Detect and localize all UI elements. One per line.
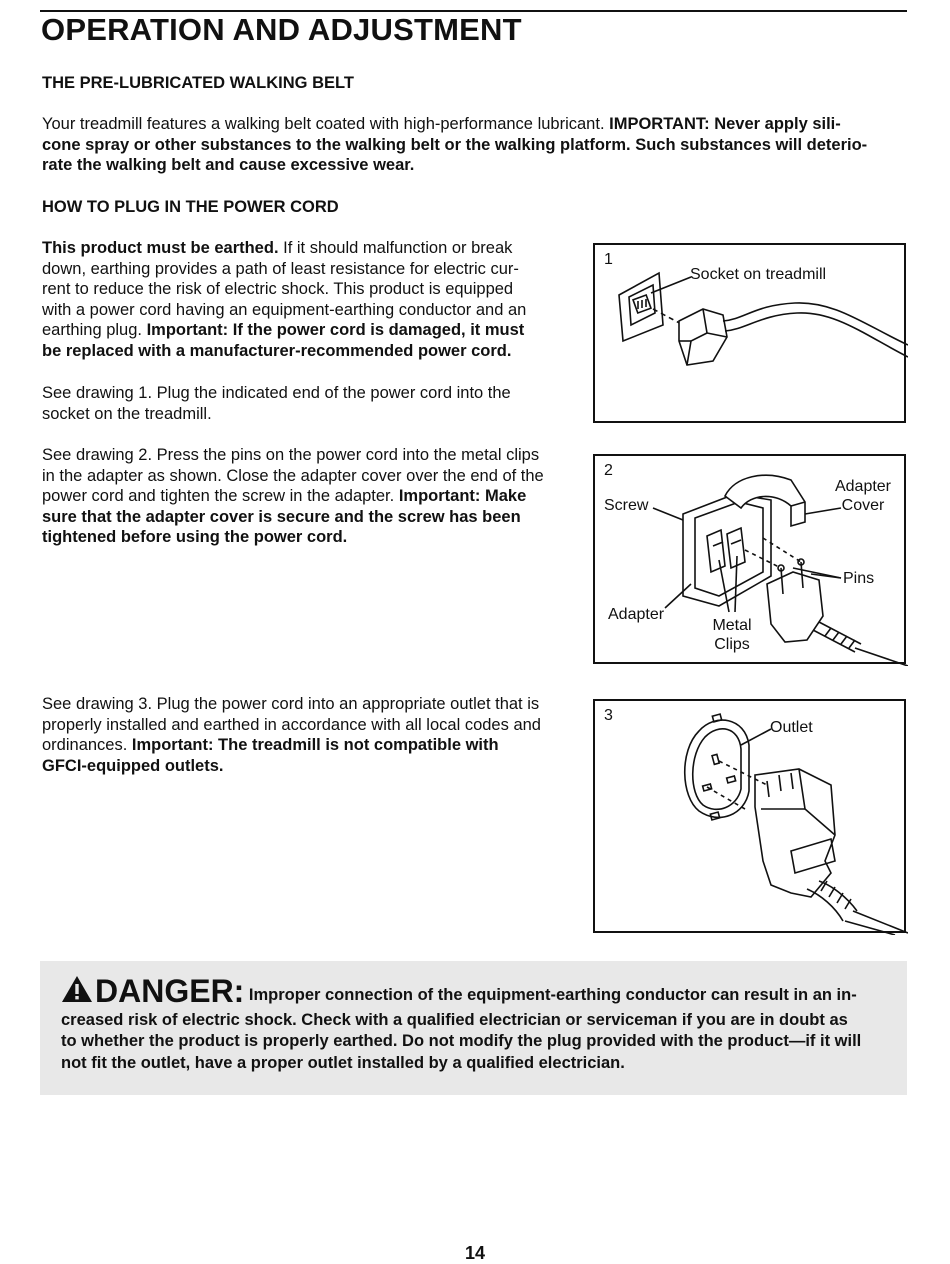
danger-line3: to whether the product is properly earthed. Do not modify the plug provided with the product—if it will bbox=[61, 1032, 862, 1050]
drawing2-paragraph bbox=[42, 445, 582, 548]
belt-heading: THE PRE-LUBRICATED WALKING BELT bbox=[42, 74, 354, 92]
belt-text-line2: cone spray or other substances to the walking belt or the walking platform. Such substances will deterio- bbox=[42, 135, 868, 154]
label-adapter-cover-line1: Adapter bbox=[834, 478, 892, 495]
label-metal-clips-line2: Clips bbox=[714, 636, 750, 653]
figure-2 bbox=[593, 454, 906, 664]
drawing3-line3: ordinances. bbox=[42, 736, 132, 755]
drawing2-line4: sure that the adapter cover is secure and the screw has been bbox=[42, 507, 521, 526]
label-socket-on-treadmill: Socket on treadmill bbox=[690, 266, 827, 283]
drawing3-line1: See drawing 3. Plug the power cord into an appropriate outlet that is bbox=[42, 695, 540, 713]
label-outlet: Outlet bbox=[770, 719, 813, 736]
danger-text bbox=[61, 975, 887, 1074]
label-metal-clips bbox=[709, 616, 755, 654]
earthing-line1: If it should malfunction or break bbox=[278, 239, 513, 257]
belt-text-line3: rate the walking belt and cause excessive wear. bbox=[42, 156, 415, 175]
drawing2-line2: in the adapter as shown. Close the adapter cover over the end of the bbox=[42, 466, 544, 485]
belt-text-important: IMPORTANT: Never apply sili- bbox=[609, 115, 841, 133]
label-adapter-cover-line2: Cover bbox=[841, 497, 885, 514]
drawing2-important: Important: Make bbox=[398, 487, 527, 506]
label-screw: Screw bbox=[604, 497, 649, 514]
earthing-important: Important: If the power cord is damaged, it must bbox=[146, 321, 525, 340]
drawing3-line2: properly installed and earthed in accordance with all local codes and bbox=[42, 715, 541, 734]
drawing2-line3: power cord and tighten the screw in the adapter. bbox=[42, 487, 399, 506]
page-number: 14 bbox=[464, 1243, 486, 1263]
danger-word: DANGER: bbox=[95, 973, 245, 1009]
label-adapter: Adapter bbox=[608, 606, 665, 623]
drawing1-line2: socket on the treadmill. bbox=[42, 404, 212, 423]
figure-2-number: 2 bbox=[604, 462, 613, 479]
drawing1-line1: See drawing 1. Plug the indicated end of the power cord into the bbox=[42, 384, 511, 402]
danger-line1: Improper connection of the equipment-earthing conductor can result in an in- bbox=[244, 986, 857, 1004]
figure-1 bbox=[593, 243, 906, 423]
label-adapter-cover bbox=[831, 477, 895, 515]
drawing1-paragraph bbox=[42, 383, 577, 424]
power-heading: HOW TO PLUG IN THE POWER CORD bbox=[42, 198, 339, 216]
earthing-line5: earthing plug. bbox=[42, 321, 147, 340]
figure-3-number: 3 bbox=[604, 707, 613, 724]
figure-3 bbox=[593, 699, 906, 933]
earthing-line4: with a power cord having an equipment-earthing conductor and an bbox=[42, 300, 527, 319]
drawing3-line4: GFCI-equipped outlets. bbox=[42, 756, 224, 775]
page-title: OPERATION AND ADJUSTMENT bbox=[41, 12, 522, 47]
belt-text-plain: Your treadmill features a walking belt coated with high-performance lubricant. bbox=[42, 115, 610, 133]
label-metal-clips-line1: Metal bbox=[712, 617, 752, 634]
earthing-line3: rent to reduce the risk of electric shock. This product is equipped bbox=[42, 280, 514, 299]
outlet-illustration bbox=[595, 701, 908, 935]
danger-line4: not fit the outlet, have a proper outlet installed by a qualified electrician. bbox=[61, 1053, 625, 1072]
earthing-bold: This product must be earthed. bbox=[42, 239, 279, 257]
drawing3-paragraph bbox=[42, 694, 582, 776]
drawing3-important: Important: The treadmill is not compatible with bbox=[131, 736, 499, 755]
danger-line2: creased risk of electric shock. Check with a qualified electrician or serviceman if you are in doubt as bbox=[61, 1010, 848, 1029]
label-pins: Pins bbox=[843, 570, 875, 587]
figure-1-number: 1 bbox=[604, 251, 613, 268]
drawing2-line1: See drawing 2. Press the pins on the power cord into the metal clips bbox=[42, 446, 540, 464]
earthing-line2: down, earthing provides a path of least resistance for electric cur- bbox=[42, 259, 519, 278]
drawing2-line5: tightened before using the power cord. bbox=[42, 528, 348, 547]
warning-triangle-icon bbox=[61, 975, 93, 1010]
earthing-line6: be replaced with a manufacturer-recommended power cord. bbox=[42, 341, 512, 360]
belt-paragraph bbox=[42, 114, 912, 176]
danger-box bbox=[40, 961, 907, 1095]
earthing-paragraph bbox=[42, 238, 577, 362]
